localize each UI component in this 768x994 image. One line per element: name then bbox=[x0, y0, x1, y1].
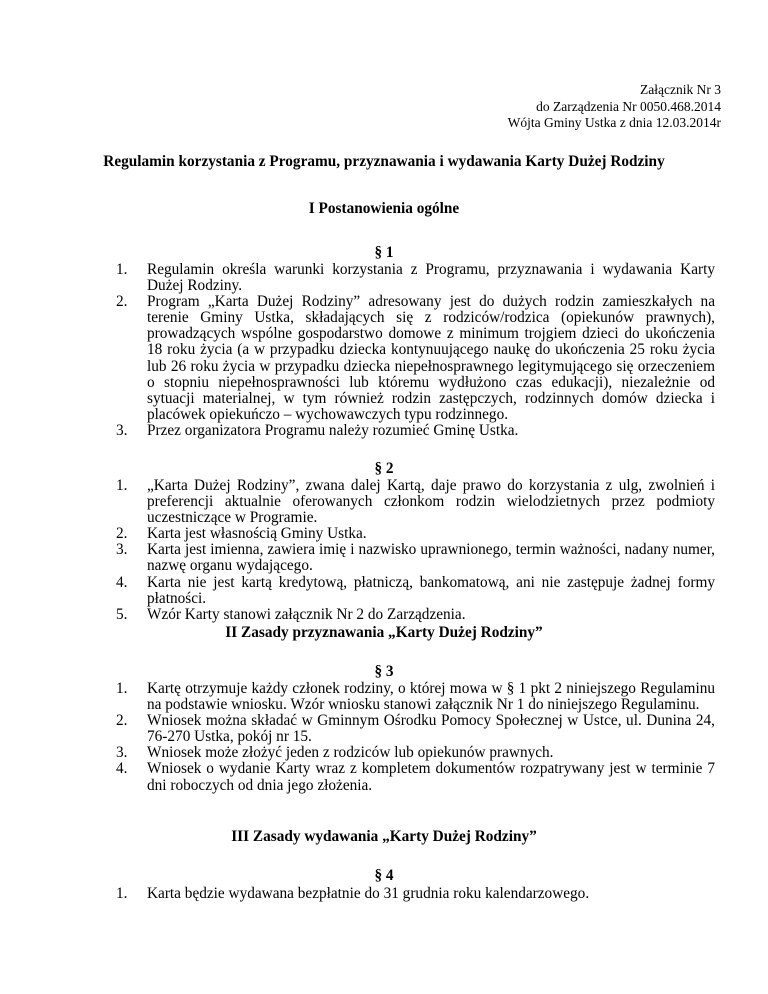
item-number: 4. bbox=[116, 760, 128, 778]
item-text: Karta jest imienna, zawiera imię i nazwisko uprawnionego, termin ważności, nadany numer, nazwę organu wydającego. bbox=[147, 541, 715, 575]
item-text: Wniosek o wydanie Karty wraz z kompletem dokumentów rozpatrywany jest w terminie 7 dni roboczych od dnia jego złożenia. bbox=[147, 760, 715, 794]
list-item bbox=[0, 478, 715, 526]
list-item bbox=[0, 423, 715, 439]
attachment-note-line: Załącznik Nr 3 bbox=[640, 82, 721, 97]
list-item bbox=[0, 761, 715, 793]
item-number: 1. bbox=[116, 477, 128, 494]
item-text: Karta jest własnością Gminy Ustka. bbox=[147, 525, 367, 543]
chapter-heading: III Zasady wydawania „Karty Dużej Rodziny” bbox=[231, 828, 537, 845]
section-sign: § 3 bbox=[374, 663, 394, 680]
item-number: 1. bbox=[116, 261, 128, 278]
list-item bbox=[0, 607, 715, 623]
list-item bbox=[0, 745, 715, 761]
section-sign: § 1 bbox=[374, 244, 394, 261]
item-text: Program „Karta Dużej Rodziny” adresowany jest do dużych rodzin zamieszkałych na terenie Gminy Ustka, składających się z rodziców/rodzica (opiekunów prawnych), prowadzących wspólne gospodarstwo domowe z minimum trojgiem dzieci do ukończenia 18 roku życia (a w przypadku dziecka kontynuującego naukę do ukończenia 25 roku życia lub 26 roku życia w przypadku dziecka niepełnosprawnego legitymującego się orzeczeniem o stopniu niepełnosprawności lub któremu wydłużono czas edukacji), niezależnie od sytuacji materialnej, w tym również rodzin zastępczych, rodzinnych domów dziecka i placówek opiekuńczo – wychowawczych typu rodzinnego. bbox=[147, 293, 715, 423]
item-number: 3. bbox=[116, 744, 128, 762]
item-text: Regulamin określa warunki korzystania z Programu, przyznawania i wydawania Karty Dużej Rodziny. bbox=[147, 261, 715, 295]
item-number: 3. bbox=[116, 421, 128, 439]
section-items bbox=[0, 478, 715, 623]
item-text: Wniosek można składać w Gminnym Ośrodku Pomocy Społecznej w Ustce, ul. Dunina 24, 76-270 Ustka, pokój nr 15. bbox=[147, 712, 715, 746]
list-item bbox=[0, 526, 715, 542]
list-item bbox=[0, 886, 715, 902]
section-items bbox=[0, 886, 715, 902]
list-item bbox=[0, 713, 715, 745]
list-item bbox=[0, 542, 715, 574]
item-text: Wzór Karty stanowi załącznik Nr 2 do Zarządzenia. bbox=[147, 605, 466, 623]
document-title: Regulamin korzystania z Programu, przyznawania i wydawania Karty Dużej Rodziny bbox=[103, 153, 665, 170]
chapter-heading: II Zasady przyznawania „Karty Dużej Rodziny” bbox=[225, 624, 543, 641]
item-text: Przez organizatora Programu należy rozumieć Gminę Ustka. bbox=[147, 421, 519, 439]
item-number: 1. bbox=[116, 680, 128, 697]
section-sign: § 4 bbox=[374, 867, 394, 884]
item-text: Wniosek może złożyć jeden z rodziców lub opiekunów prawnych. bbox=[147, 744, 554, 762]
attachment-note bbox=[508, 82, 721, 132]
attachment-note-line: do Zarządzenia Nr 0050.468.2014 bbox=[536, 98, 721, 114]
item-number: 3. bbox=[116, 541, 128, 559]
item-number: 2. bbox=[116, 525, 128, 543]
item-text: Kartę otrzymuje każdy członek rodziny, o której mowa w § 1 pkt 2 niniejszego Regulaminu na podstawie wniosku. Wzór wniosku stanowi załącznik Nr 1 do niniejszego Regulaminu. bbox=[147, 680, 715, 714]
item-number: 5. bbox=[116, 605, 128, 623]
chapter-heading: I Postanowienia ogólne bbox=[308, 200, 460, 217]
item-text: „Karta Dużej Rodziny”, zwana dalej Kartą, daje prawo do korzystania z ulg, zwolnień i preferencji aktualnie oferowanych członkom rodzin wielodzietnych przez podmioty uczestniczące w Programie. bbox=[147, 477, 715, 527]
list-item bbox=[0, 681, 715, 713]
section-items bbox=[0, 262, 715, 439]
attachment-note-line: Wójta Gminy Ustka z dnia 12.03.2014r bbox=[507, 115, 721, 130]
item-text: Karta nie jest kartą kredytową, płatniczą, bankomatową, ani nie zastępuje żadnej formy płatności. bbox=[147, 573, 715, 607]
item-number: 4. bbox=[116, 573, 128, 591]
item-text: Karta będzie wydawana bezpłatnie do 31 grudnia roku kalendarzowego. bbox=[147, 885, 590, 902]
section-sign: § 2 bbox=[374, 460, 394, 477]
list-item bbox=[0, 294, 715, 423]
section-items bbox=[0, 681, 715, 794]
list-item bbox=[0, 262, 715, 294]
item-number: 2. bbox=[116, 712, 128, 730]
list-item bbox=[0, 575, 715, 607]
item-number: 1. bbox=[116, 885, 128, 902]
item-number: 2. bbox=[116, 293, 128, 311]
